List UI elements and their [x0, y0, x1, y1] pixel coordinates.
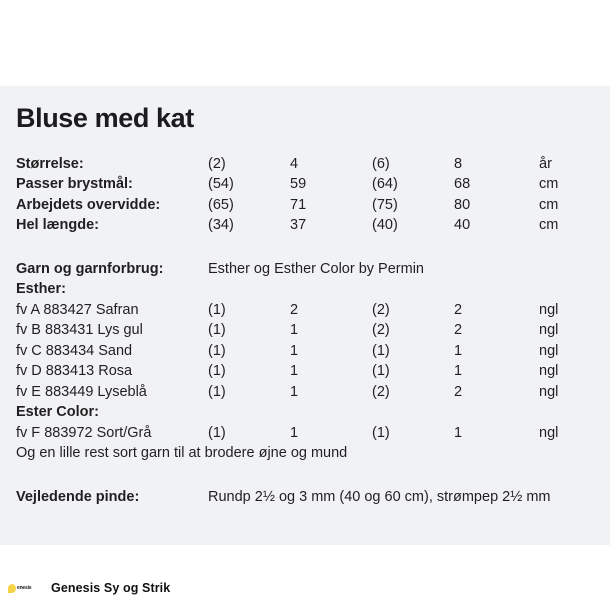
table-row — [16, 363, 602, 384]
row-size-3: (75) — [372, 196, 398, 213]
table-row — [16, 343, 602, 364]
pattern-info-panel — [0, 86, 610, 545]
table-row — [16, 384, 602, 405]
yarn-color-label: fv B 883431 Lys gul — [16, 322, 143, 339]
yarn-qty-4: 2 — [454, 301, 463, 318]
yarn-unit: ngl — [539, 424, 559, 441]
leaf-icon — [8, 584, 16, 593]
yarn-note: Og en lille rest sort garn til at brodere øjne og mund — [16, 445, 348, 462]
yarn-note-row — [16, 445, 602, 466]
row-label: Hel længde: — [16, 217, 99, 234]
row-size-2: 59 — [290, 176, 307, 193]
table-row — [16, 322, 602, 343]
yarn-unit: ngl — [539, 322, 559, 339]
row-size-4: 68 — [454, 176, 471, 193]
yarn-qty-4: 2 — [454, 383, 463, 400]
yarn-qty-3: (2) — [372, 322, 390, 339]
row-size-2: 37 — [290, 217, 307, 234]
yarn-qty-1: (1) — [208, 301, 226, 318]
row-size-3: (64) — [372, 176, 398, 193]
row-size-1: (65) — [208, 196, 234, 213]
needles-label: Vejledende pinde: — [16, 488, 140, 505]
row-label: Arbejdets overvidde: — [16, 196, 161, 213]
genesis-logo-icon — [7, 582, 41, 595]
yarn-qty-4: 1 — [454, 363, 463, 380]
row-unit: år — [539, 155, 552, 172]
yarn-color-label: fv D 883413 Rosa — [16, 363, 133, 380]
yarn-heading-row — [16, 261, 602, 282]
yarn-qty-1: (1) — [208, 363, 226, 380]
yarn-qty-2: 1 — [290, 342, 299, 359]
row-size-1: (34) — [208, 217, 234, 234]
table-row — [16, 197, 602, 218]
yarn-qty-1: (1) — [208, 342, 226, 359]
row-size-4: 80 — [454, 196, 471, 213]
table-row — [16, 176, 602, 197]
yarn-color-label: fv A 883427 Safran — [16, 301, 139, 318]
table-row — [16, 302, 602, 323]
needles-section — [16, 489, 602, 510]
row-size-2: 4 — [290, 155, 299, 172]
yarn-heading-value: Esther og Esther Color by Permin — [208, 260, 424, 277]
yarn-unit: ngl — [539, 383, 559, 400]
yarn-section — [16, 261, 602, 466]
row-size-1: (54) — [208, 176, 234, 193]
row-size-1: (2) — [208, 155, 226, 172]
row-unit: cm — [539, 217, 559, 234]
yarn-qty-3: (1) — [372, 363, 390, 380]
logo-wordmark: enesis — [17, 584, 32, 591]
footer — [0, 576, 610, 600]
yarn-heading-label: Garn og garnforbrug: — [16, 260, 164, 277]
row-label: Størrelse: — [16, 155, 84, 172]
row-size-4: 8 — [454, 155, 463, 172]
yarn-qty-2: 2 — [290, 301, 299, 318]
size-table — [16, 156, 602, 238]
table-row — [16, 425, 602, 446]
needles-value: Rundp 2½ og 3 mm (40 og 60 cm), strømpep 2½ mm — [208, 488, 551, 505]
yarn-group-1-label-row — [16, 281, 602, 302]
row-size-3: (40) — [372, 217, 398, 234]
yarn-qty-1: (1) — [208, 383, 226, 400]
brand-name: Genesis Sy og Strik — [51, 581, 171, 595]
row-size-3: (6) — [372, 155, 390, 172]
yarn-qty-1: (1) — [208, 424, 226, 441]
row-label: Passer brystmål: — [16, 176, 133, 193]
yarn-color-label: fv C 883434 Sand — [16, 342, 133, 359]
yarn-group-label: Ester Color: — [16, 404, 99, 421]
yarn-unit: ngl — [539, 363, 559, 380]
yarn-color-label: fv E 883449 Lyseblå — [16, 383, 147, 400]
yarn-qty-3: (2) — [372, 383, 390, 400]
row-size-4: 40 — [454, 217, 471, 234]
yarn-qty-2: 1 — [290, 322, 299, 339]
yarn-color-label: fv F 883972 Sort/Grå — [16, 424, 152, 441]
yarn-qty-4: 1 — [454, 424, 463, 441]
row-size-2: 71 — [290, 196, 307, 213]
yarn-qty-4: 2 — [454, 322, 463, 339]
yarn-qty-2: 1 — [290, 363, 299, 380]
table-row — [16, 156, 602, 177]
yarn-qty-4: 1 — [454, 342, 463, 359]
page-title: Bluse med kat — [16, 103, 194, 133]
yarn-group-2-label-row — [16, 404, 602, 425]
yarn-qty-2: 1 — [290, 424, 299, 441]
yarn-qty-3: (1) — [372, 424, 390, 441]
table-row — [16, 217, 602, 238]
yarn-qty-2: 1 — [290, 383, 299, 400]
yarn-qty-1: (1) — [208, 322, 226, 339]
yarn-unit: ngl — [539, 301, 559, 318]
row-unit: cm — [539, 196, 559, 213]
yarn-qty-3: (2) — [372, 301, 390, 318]
yarn-unit: ngl — [539, 342, 559, 359]
yarn-qty-3: (1) — [372, 342, 390, 359]
needles-row — [16, 489, 602, 510]
row-unit: cm — [539, 176, 559, 193]
yarn-group-label: Esther: — [16, 281, 66, 298]
